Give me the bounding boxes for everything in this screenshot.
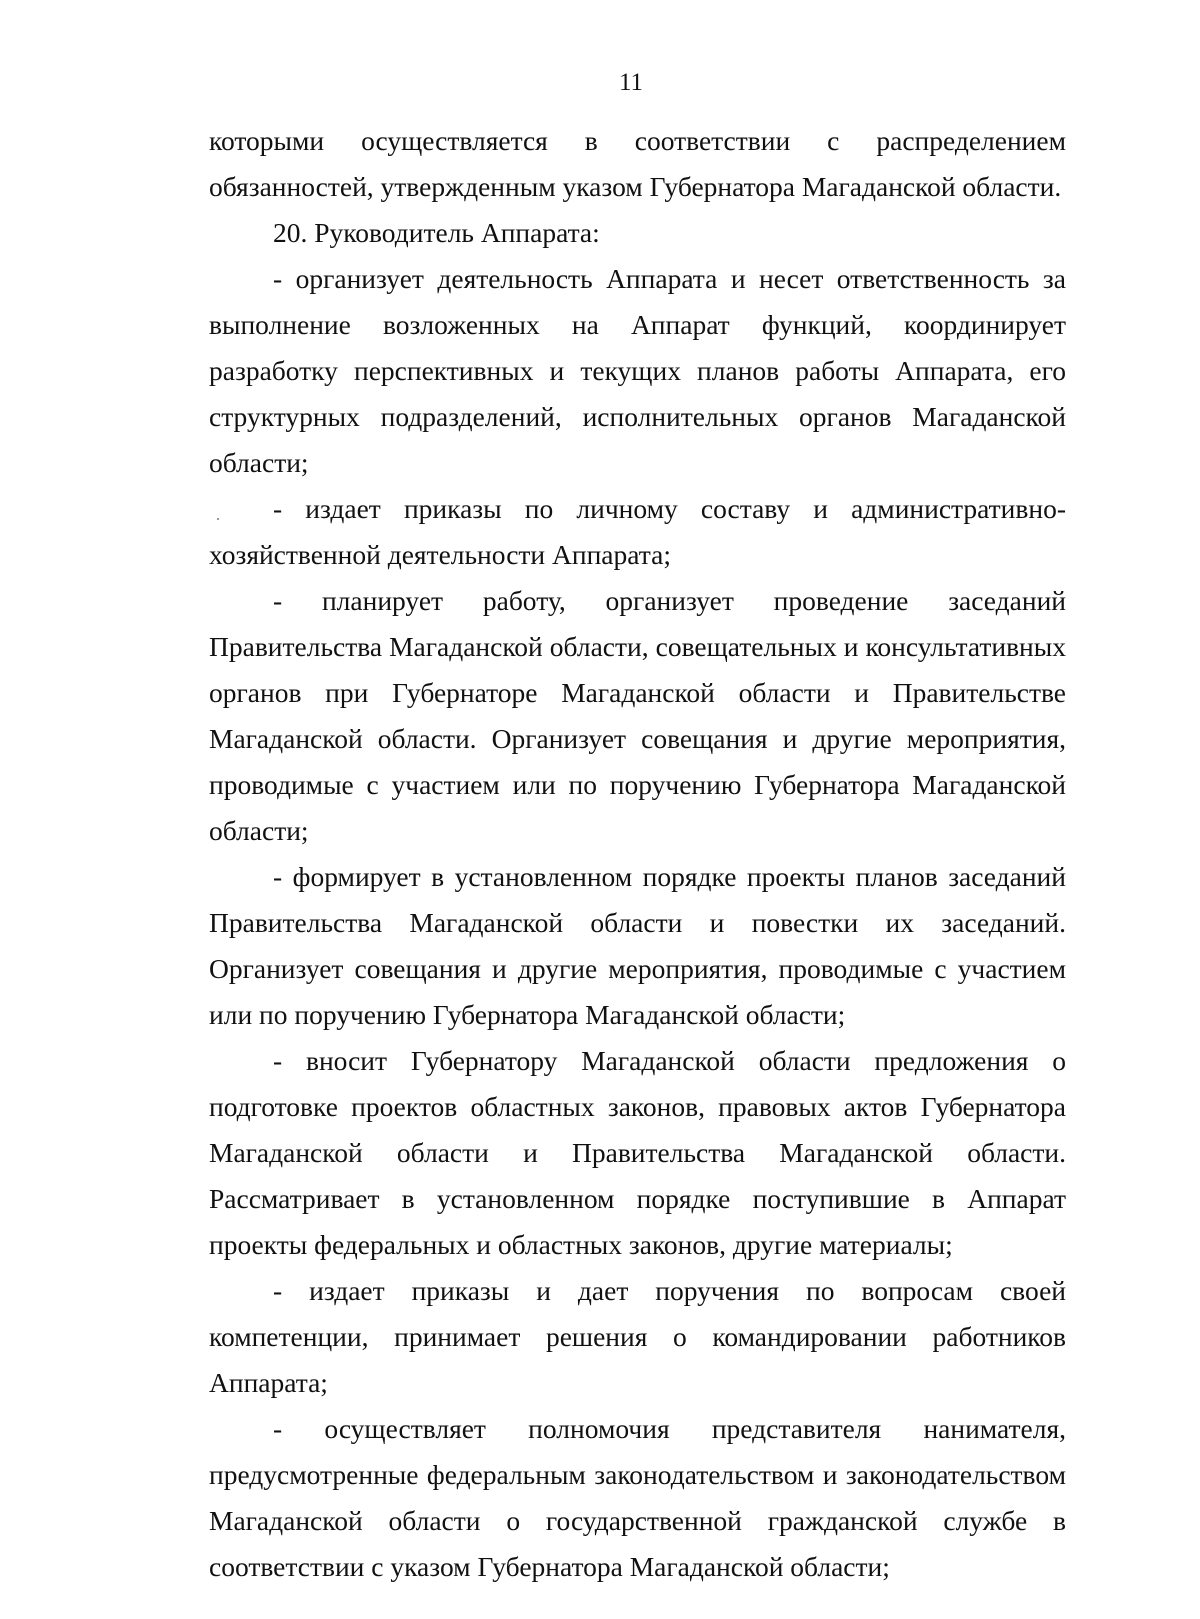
paragraph-submits-proposals: - вносит Губернатору Магаданской области предложения о подготовке проектов областных законов, правовых актов Губернатора Магаданской области и Правительства Магаданской области. Рассматривает в установленном порядке поступившие в Аппарат проекты федеральных и областных законов, другие материалы; xyxy=(209,1045,1066,1260)
paragraph-exercises-powers: - осуществляет полномочия представителя нанимателя, предусмотренные федеральным законодательством и законодательством Магаданской области о государственной гражданской службе в соответствии с указом Губернатора Магаданской области; xyxy=(209,1413,1066,1582)
paragraph-forms-plans: - формирует в установленном порядке проекты планов заседаний Правительства Магаданской области и повестки их заседаний. Организует совещания и другие мероприятия, проводимые с участием или по поручению Губернатора Магаданской области; xyxy=(209,861,1066,1030)
paragraph-plans-work: - планирует работу, организует проведение заседаний Правительства Магаданской области, совещательных и консультативных органов при Губернаторе Магаданской области и Правительстве Магаданской области. Организует совещания и другие мероприятия, проводимые с участием или по поручению Губернатора Магаданской области; xyxy=(209,585,1066,846)
paragraph-section-20-heading: 20. Руководитель Аппарата: xyxy=(273,217,600,248)
paragraph-organizes-activity: - организует деятельность Аппарата и несет ответственность за выполнение возложенных на Аппарат функций, координирует разработку перспективных и текущих планов работы Аппарата, его структурных подразделений, исполнительных органов Магаданской области; xyxy=(209,263,1066,478)
paragraph-issues-orders-personnel: - издает приказы по личному составу и административно-хозяйственной деятельности Аппарата; xyxy=(209,493,1066,570)
document-body xyxy=(209,118,1066,1590)
page-number: 11 xyxy=(618,69,644,96)
paragraph-issues-orders-competence: - издает приказы и дает поручения по вопросам своей компетенции, принимает решения о командировании работников Аппарата; xyxy=(209,1275,1066,1398)
paragraph-continuation: которыми осуществляется в соответствии с распределением обязанностей, утвержденным указом Губернатора Магаданской области. xyxy=(209,125,1066,202)
